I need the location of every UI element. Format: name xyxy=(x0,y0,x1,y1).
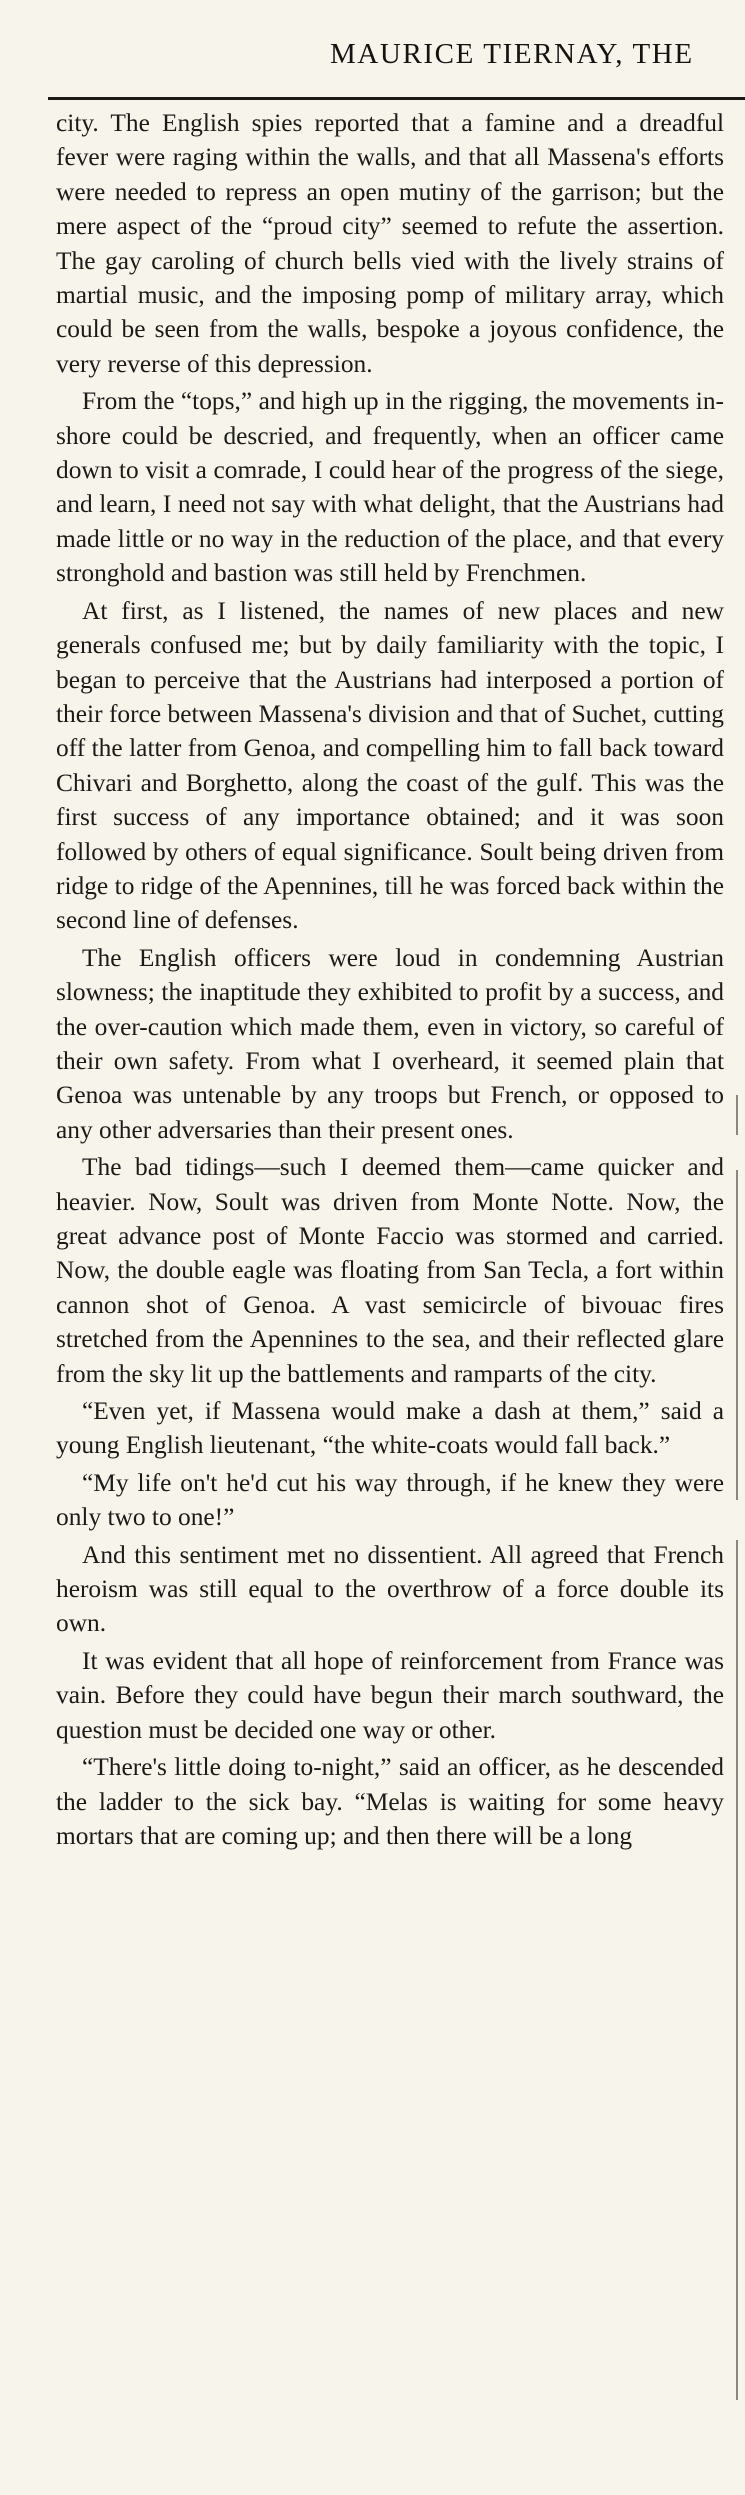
running-head: MAURICE TIERNAY, THE xyxy=(330,38,694,70)
paragraph-6: “Even yet, if Massena would make a dash at them,” said a young English lieutenant, “the white-coats would fall back.” xyxy=(56,1397,724,1460)
text-column xyxy=(56,106,724,1856)
paragraph-1: city. The English spies reported that a famine and a dreadful fever were raging within the walls, and that all Massena's efforts were needed to repress an open mutiny of the garrison; but the mere aspect of the “proud city” seemed to refute the assertion. The gay caroling of church bells vied with the lively strains of martial music, and the imposing pomp of military array, which could be seen from the walls, bespoke a joyous confidence, the very reverse of this depression. xyxy=(56,109,724,378)
paragraph-2: From the “tops,” and high up in the rigging, the movements in-shore could be descried, and frequently, when an officer came down to visit a comrade, I could hear of the progress of the siege, and learn, I need not say with what delight, that the Austrians had made little or no way in the reduction of the place, and that every stronghold and bastion was still held by Frenchmen. xyxy=(56,387,724,588)
header-rule xyxy=(48,97,745,100)
column-margin-rule xyxy=(736,1540,738,2400)
column-margin-rule xyxy=(736,1095,738,1135)
paragraph-7: “My life on't he'd cut his way through, if he knew they were only two to one!” xyxy=(56,1468,724,1532)
paragraph-10: “There's little doing to-night,” said an officer, as he descended the ladder to the sick bay. “Melas is waiting for some heavy mortars that are coming up; and then there will be a long xyxy=(56,1753,724,1850)
paragraph-4: The English officers were loud in condemning Austrian slowness; the inaptitude they exhibited to profit by a success, and the over-caution which made them, even in victory, so careful of their own safety. From what I overheard, it seemed plain that Genoa was untenable by any troops but French, or opposed to any other adversaries than their present ones. xyxy=(56,943,724,1144)
column-margin-rule xyxy=(736,1170,738,1500)
paragraph-3: At first, as I listened, the names of new places and new generals confused me; but by daily familiarity with the topic, I began to perceive that the Austrians had interposed a portion of their force between Massena's division and that of Suchet, cutting off the latter from Genoa, and compelling him to fall back toward Chivari and Borghetto, along the coast of the gulf. This was the first success of any importance obtained; and it was soon followed by others of equal significance. Soult being driven from ridge to ridge of the Apennines, till he was forced back within the second line of defenses. xyxy=(56,596,724,935)
paragraph-8: And this sentiment met no dissentient. All agreed that French heroism was still equal to the overthrow of a force double its own. xyxy=(56,1540,724,1638)
paragraph-5: The bad tidings—such I deemed them—came quicker and heavier. Now, Soult was driven from Monte Notte. Now, the great advance post of Monte Faccio was stormed and carried. Now, the double eagle was floating from San Tecla, a fort within cannon shot of Genoa. A vast semicircle of bivouac fires stretched from the Apennines to the sea, and their reflected glare from the sky lit up the battlements and ramparts of the city. xyxy=(56,1153,724,1388)
paragraph-9: It was evident that all hope of reinforcement from France was vain. Before they could have begun their march southward, the question must be decided one way or other. xyxy=(56,1646,724,1744)
